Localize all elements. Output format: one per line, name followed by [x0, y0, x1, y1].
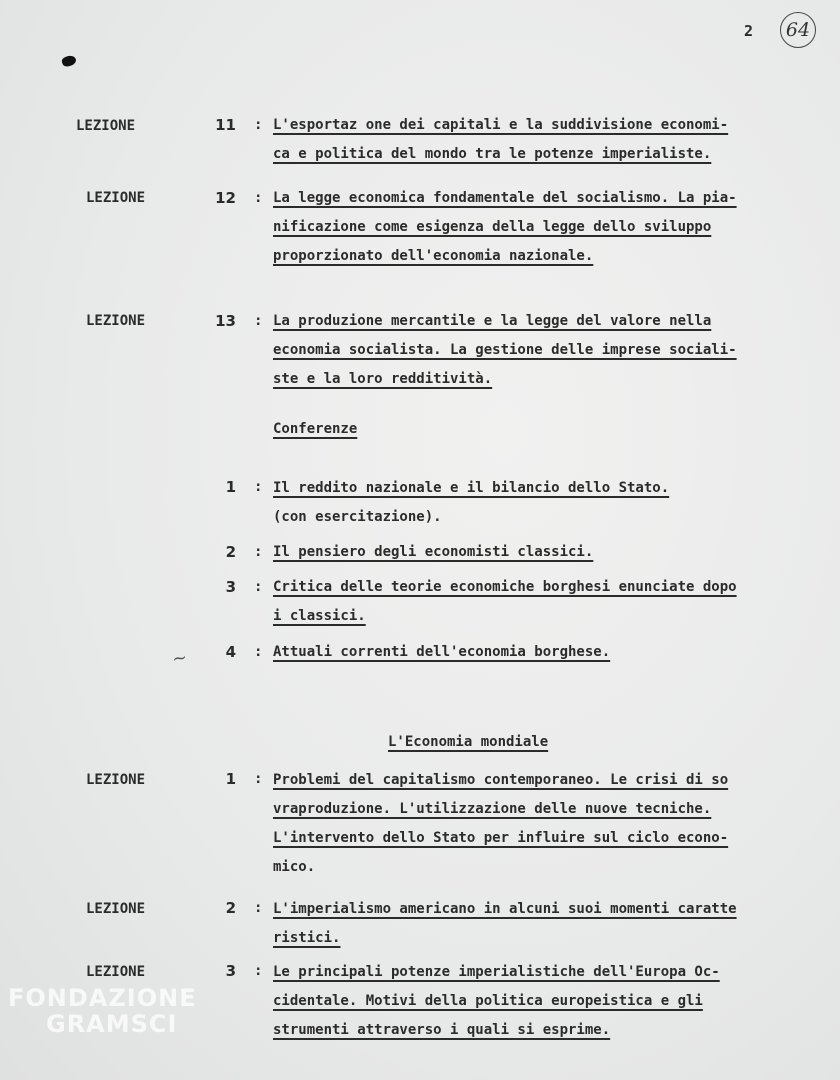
watermark-line: GRAMSCI — [46, 1010, 178, 1038]
lesson-colon: : — [254, 771, 263, 787]
archive-page-number: 64 — [780, 12, 816, 48]
conferences-heading: Conferenze — [273, 421, 358, 437]
conference-number: 1 — [225, 478, 236, 496]
conference-colon: : — [254, 644, 263, 660]
conference-text — [273, 474, 823, 532]
lesson-text — [273, 307, 823, 394]
text-line: i classici. — [273, 608, 366, 624]
conference-colon: : — [254, 479, 263, 495]
text-line: L'esportaz one dei capitali e la suddivisione economi- — [273, 117, 729, 133]
text-line: Il pensiero degli economisti classici. — [273, 544, 594, 560]
handwritten-tick-mark: ~ — [170, 646, 189, 671]
text-line: La produzione mercantile e la legge del valore nella — [273, 313, 712, 329]
lesson-label: LEZIONE — [76, 118, 136, 134]
conference-text — [273, 638, 823, 667]
lesson-label: LEZIONE — [86, 190, 146, 206]
text-line: strumenti attraverso i quali si esprime. — [273, 1022, 611, 1038]
text-line: Attuali correnti dell'economia borghese. — [273, 644, 611, 660]
text-line: L'imperialismo americano in alcuni suoi momenti caratte — [273, 901, 737, 917]
text-line: La legge economica fondamentale del socialismo. La pia- — [273, 190, 737, 206]
lesson-label: LEZIONE — [86, 964, 146, 980]
text-line: economia socialista. La gestione delle imprese sociali- — [273, 342, 737, 358]
conference-colon: : — [254, 544, 263, 560]
text-line: Il reddito nazionale e il bilancio dello Stato. — [273, 480, 670, 496]
text-line: Le principali potenze imperialistiche dell'Europa Oc- — [273, 964, 720, 980]
text-line: proporzionato dell'economia nazionale. — [273, 248, 594, 264]
text-line: ca e politica del mondo tra le potenze imperialiste. — [273, 146, 712, 162]
text-line: ste e la loro redditività. — [273, 371, 493, 387]
text-line: vraproduzione. L'utilizzazione delle nuove tecniche. — [273, 801, 712, 817]
lesson-number: 1 — [225, 770, 236, 788]
lesson-colon: : — [254, 190, 263, 206]
conference-number: 3 — [225, 578, 236, 596]
lesson-number: 13 — [215, 312, 236, 330]
text-line: L'intervento dello Stato per influire sul ciclo econo- — [273, 830, 729, 846]
fondazione-gramsci-watermark — [8, 985, 197, 1037]
conference-colon: : — [254, 579, 263, 595]
lesson-label: LEZIONE — [86, 772, 146, 788]
lesson-label: LEZIONE — [86, 313, 146, 329]
text-line: nificazione come esigenza della legge dello sviluppo — [273, 219, 712, 235]
lesson-number: 12 — [215, 189, 236, 207]
section-heading: L'Economia mondiale — [388, 734, 549, 750]
conference-text — [273, 538, 823, 567]
lesson-colon: : — [254, 117, 263, 133]
text-line: ristici. — [273, 930, 341, 946]
text-line: mico. — [273, 859, 316, 875]
text-line: Problemi del capitalismo contemporaneo. Le crisi di so — [273, 772, 729, 788]
lesson-text — [273, 111, 823, 169]
lesson-colon: : — [254, 963, 263, 979]
lesson-text — [273, 184, 823, 271]
lesson-number: 11 — [215, 116, 236, 134]
lesson-label: LEZIONE — [86, 901, 146, 917]
ink-blot — [61, 54, 78, 68]
conference-text — [273, 573, 823, 631]
lesson-number: 2 — [225, 899, 236, 917]
lesson-number: 3 — [225, 962, 236, 980]
lesson-colon: : — [254, 313, 263, 329]
conference-number: 2 — [225, 543, 236, 561]
text-line: Critica delle teorie economiche borghesi enunciate dopo — [273, 579, 737, 595]
lesson-text — [273, 958, 823, 1045]
watermark-line: FONDAZIONE — [8, 984, 197, 1012]
conference-number: 4 — [225, 643, 236, 661]
text-line: (con esercitazione). — [273, 509, 442, 525]
lesson-text — [273, 895, 823, 953]
text-line: cidentale. Motivi della politica europeistica e gli — [273, 993, 703, 1009]
lesson-colon: : — [254, 900, 263, 916]
lesson-text — [273, 766, 823, 882]
page-number: 2 — [744, 22, 754, 40]
